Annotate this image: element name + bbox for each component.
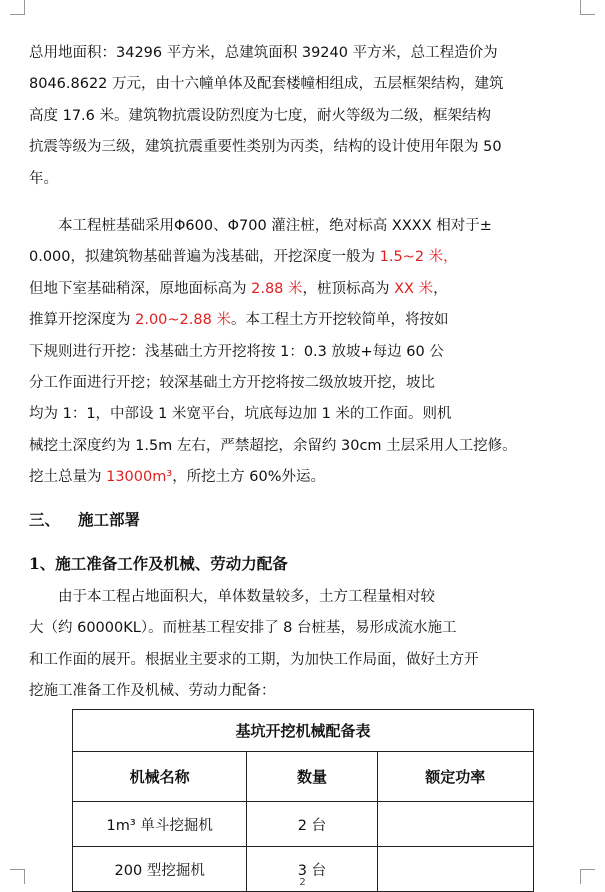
text-segment: 但地下室基础稍深，原地面标高为 xyxy=(29,280,252,297)
text-segment: 推算开挖深度为 xyxy=(29,312,136,329)
text-segment: 0.000，拟建筑物基础普遍为浅基础，开挖深度一般为 xyxy=(29,249,380,266)
page-corner-mark xyxy=(10,0,25,15)
text-line: 械挖土深度约为 1.5m 左右，严禁超挖，余留约 30cm 土层采用人工挖修。 xyxy=(29,437,517,454)
page-corner-mark xyxy=(580,0,595,15)
highlight-excavation-depth: 2.00~2.88 米 xyxy=(135,312,231,329)
text-line: 本工程桩基础采用Φ600、Φ700 灌注桩，绝对标高 XXXX 相对于± xyxy=(58,218,492,234)
highlight-volume: 13000m³ xyxy=(106,469,173,486)
table-cell: 2 台 xyxy=(247,802,377,847)
section-number: 三、 xyxy=(29,510,61,529)
table-cell xyxy=(377,802,533,847)
text-segment: ，桩顶标高为 xyxy=(302,280,395,297)
text-line: 总用地面积：34296 平方米，总建筑面积 39240 平方米，总工程造价为 xyxy=(29,45,498,61)
paragraph-excavation xyxy=(29,211,575,494)
text-segment: 挖土总量为 xyxy=(29,469,107,486)
highlight-pile-top: XX 米 xyxy=(394,280,434,297)
paragraph-preparation xyxy=(29,582,575,708)
text-line: 均为 1：1，中部设 1 米宽平台，坑底每边加 1 米的工作面。则机 xyxy=(29,406,452,423)
text-line: 年。 xyxy=(29,170,58,187)
text-line: 分工作面进行开挖；较深基础土方开挖将按二级放坡开挖，坡比 xyxy=(29,375,435,392)
text-line xyxy=(29,305,575,336)
text-line: 下规则进行开挖：浅基础土方开挖将按 1：0.3 放坡+每边 60 公 xyxy=(29,343,444,360)
text-line: 8046.8622 万元，由十六幢单体及配套楼幢相组成，五层框架结构，建筑 xyxy=(29,76,504,93)
page-number: 2 xyxy=(299,877,306,888)
text-line xyxy=(29,274,575,305)
table-cell: 3 台 xyxy=(247,847,377,892)
paragraph-project-overview xyxy=(29,38,575,195)
machinery-table xyxy=(72,709,534,892)
table-caption: 基坑开挖机械配备表 xyxy=(73,710,534,752)
section-title: 施工部署 xyxy=(78,510,141,529)
subsection-heading: 1、施工准备工作及机械、劳动力配备 xyxy=(29,554,288,573)
highlight-ground-elevation: 2.88 米 xyxy=(251,280,303,297)
text-line: 大（约 60000KL）。而桩基工程安排了 8 台桩基，易形成流水施工 xyxy=(29,620,457,637)
text-line xyxy=(29,242,575,273)
table-caption-row xyxy=(73,710,534,752)
text-segment: 。本工程土方开挖较简单，将按如 xyxy=(230,312,449,329)
text-line: 由于本工程占地面积大，单体数量较多，土方工程量相对较 xyxy=(58,589,435,605)
table-cell: 200 型挖掘机 xyxy=(73,847,247,892)
text-line: 高度 17.6 米。建筑物抗震设防烈度为七度，耐火等级为二级，框架结构 xyxy=(29,107,492,124)
column-header: 数量 xyxy=(247,752,377,802)
table-header-row xyxy=(73,752,534,802)
column-header: 额定功率 xyxy=(377,752,533,802)
text-line xyxy=(29,462,575,493)
text-line: 和工作面的展开。根据业主要求的工期，为加快工作局面，做好土方开 xyxy=(29,651,479,668)
table-cell: 1m³ 单斗挖掘机 xyxy=(73,802,247,847)
table-row xyxy=(73,802,534,847)
text-line: 挖施工准备工作及机械、劳动力配备： xyxy=(29,683,276,700)
text-segment: ， xyxy=(433,280,448,297)
text-segment: ，所挖土方 60%外运。 xyxy=(172,469,326,486)
column-header: 机械名称 xyxy=(73,752,247,802)
highlight-depth: 1.5~2 米， xyxy=(379,249,458,266)
text-line: 抗震等级为三级，建筑抗震重要性类别为丙类，结构的设计使用年限为 50 xyxy=(29,139,502,156)
section-heading xyxy=(29,508,140,530)
